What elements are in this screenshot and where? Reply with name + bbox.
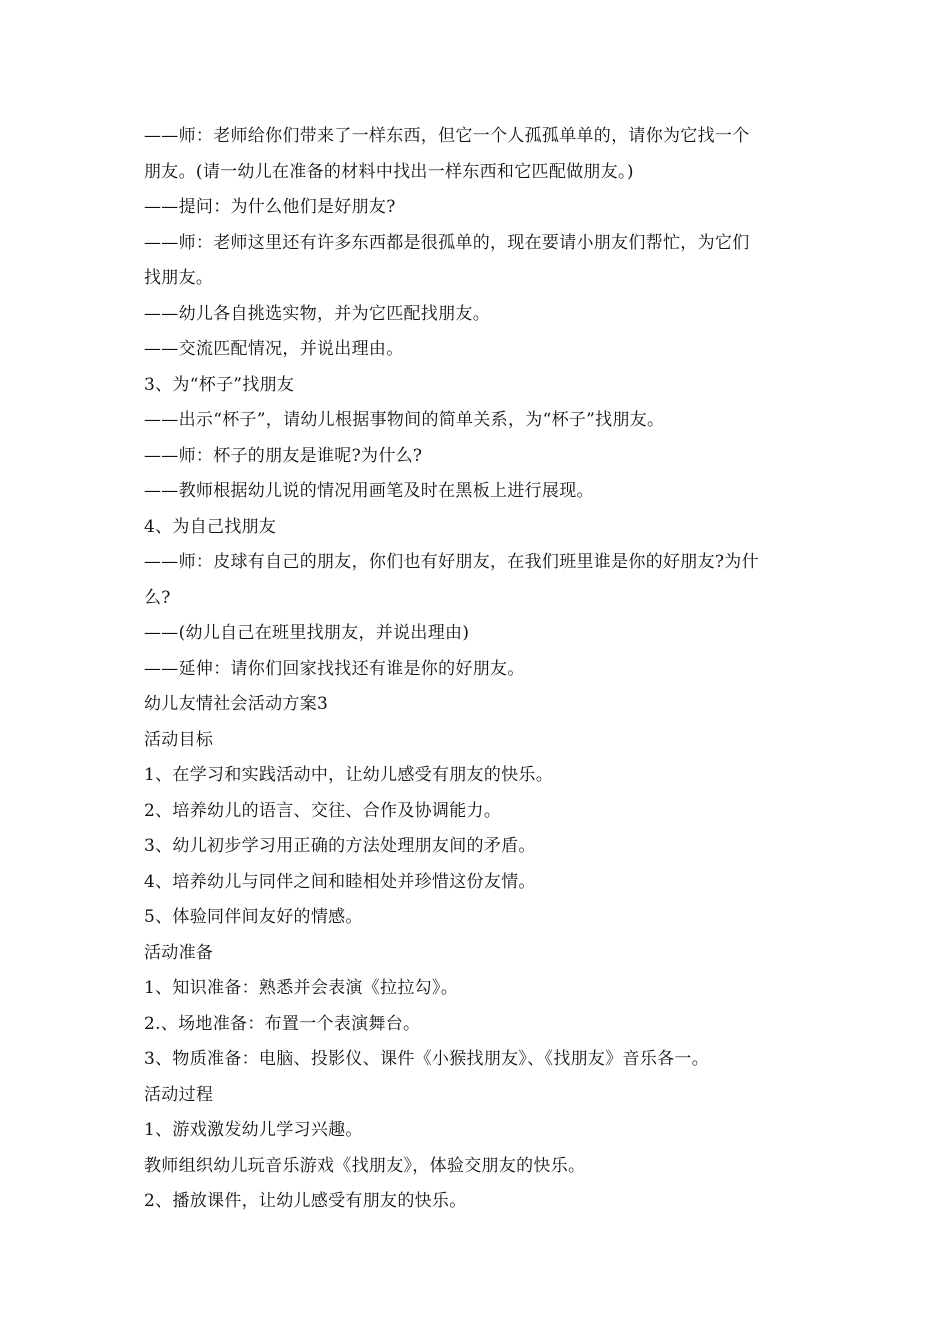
- section-heading: 活动过程: [144, 1084, 214, 1105]
- paragraph-line: ——延伸：请你们回家找找还有谁是你的好朋友。: [144, 658, 525, 679]
- paragraph-line: ——师：老师给你们带来了一样东西，但它一个人孤孤单单的，请你为它找一个: [144, 126, 750, 146]
- document-body: [144, 119, 816, 1220]
- plan-title: 幼儿友情社会活动方案3: [144, 694, 329, 714]
- list-item: 1、在学习和实践活动中，让幼儿感受有朋友的快乐。: [144, 765, 554, 785]
- list-item: 2.、场地准备：布置一个表演舞台。: [144, 1013, 421, 1034]
- paragraph-line: 教师组织幼儿玩音乐游戏《找朋友》，体验交朋友的快乐。: [144, 1155, 586, 1176]
- paragraph-line: ——教师根据幼儿说的情况用画笔及时在黑板上进行展现。: [144, 481, 594, 501]
- paragraph-line: ——师：皮球有自己的朋友，你们也有好朋友，在我们班里谁是你的好朋友?为什: [144, 552, 759, 572]
- paragraph-line: ——(幼儿自己在班里找朋友，并说出理由): [144, 623, 470, 643]
- section-heading: 活动准备: [144, 942, 214, 963]
- paragraph-line: 么?: [144, 587, 171, 608]
- paragraph-line: ——师：老师这里还有许多东西都是很孤单的，现在要请小朋友们帮忙，为它们: [144, 232, 750, 253]
- paragraph-line: ——幼儿各自挑选实物，并为它匹配找朋友。: [144, 303, 490, 324]
- list-item: 3、物质准备：电脑、投影仪、课件《小猴找朋友》、《找朋友》音乐各一。: [144, 1049, 710, 1069]
- paragraph-line: ——提问：为什么他们是好朋友?: [144, 197, 396, 217]
- list-item: 2、播放课件，让幼儿感受有朋友的快乐。: [144, 1191, 467, 1211]
- section-heading: 4、为自己找朋友: [144, 516, 277, 537]
- paragraph-line: 朋友。(请一幼儿在准备的材料中找出一样东西和它匹配做朋友。): [144, 161, 634, 182]
- paragraph-line: ——师：杯子的朋友是谁呢?为什么?: [144, 445, 423, 466]
- section-heading: 3、为“杯子”找朋友: [144, 374, 295, 395]
- section-heading: 活动目标: [144, 729, 214, 750]
- list-item: 3、幼儿初步学习用正确的方法处理朋友间的矛盾。: [144, 836, 536, 856]
- list-item: 1、游戏激发幼儿学习兴趣。: [144, 1120, 363, 1140]
- list-item: 2、培养幼儿的语言、交往、合作及协调能力。: [144, 800, 502, 821]
- list-item: 4、培养幼儿与同伴之间和睦相处并珍惜这份友情。: [144, 871, 536, 892]
- paragraph-line: 找朋友。: [144, 268, 214, 288]
- list-item: 5、体验同伴间友好的情感。: [144, 907, 363, 927]
- paragraph-line: ——出示“杯子”，请幼儿根据事物间的简单关系，为“杯子”找朋友。: [144, 410, 665, 430]
- paragraph-line: ——交流匹配情况，并说出理由。: [144, 339, 404, 359]
- list-item: 1、知识准备：熟悉并会表演《拉拉勾》。: [144, 978, 459, 998]
